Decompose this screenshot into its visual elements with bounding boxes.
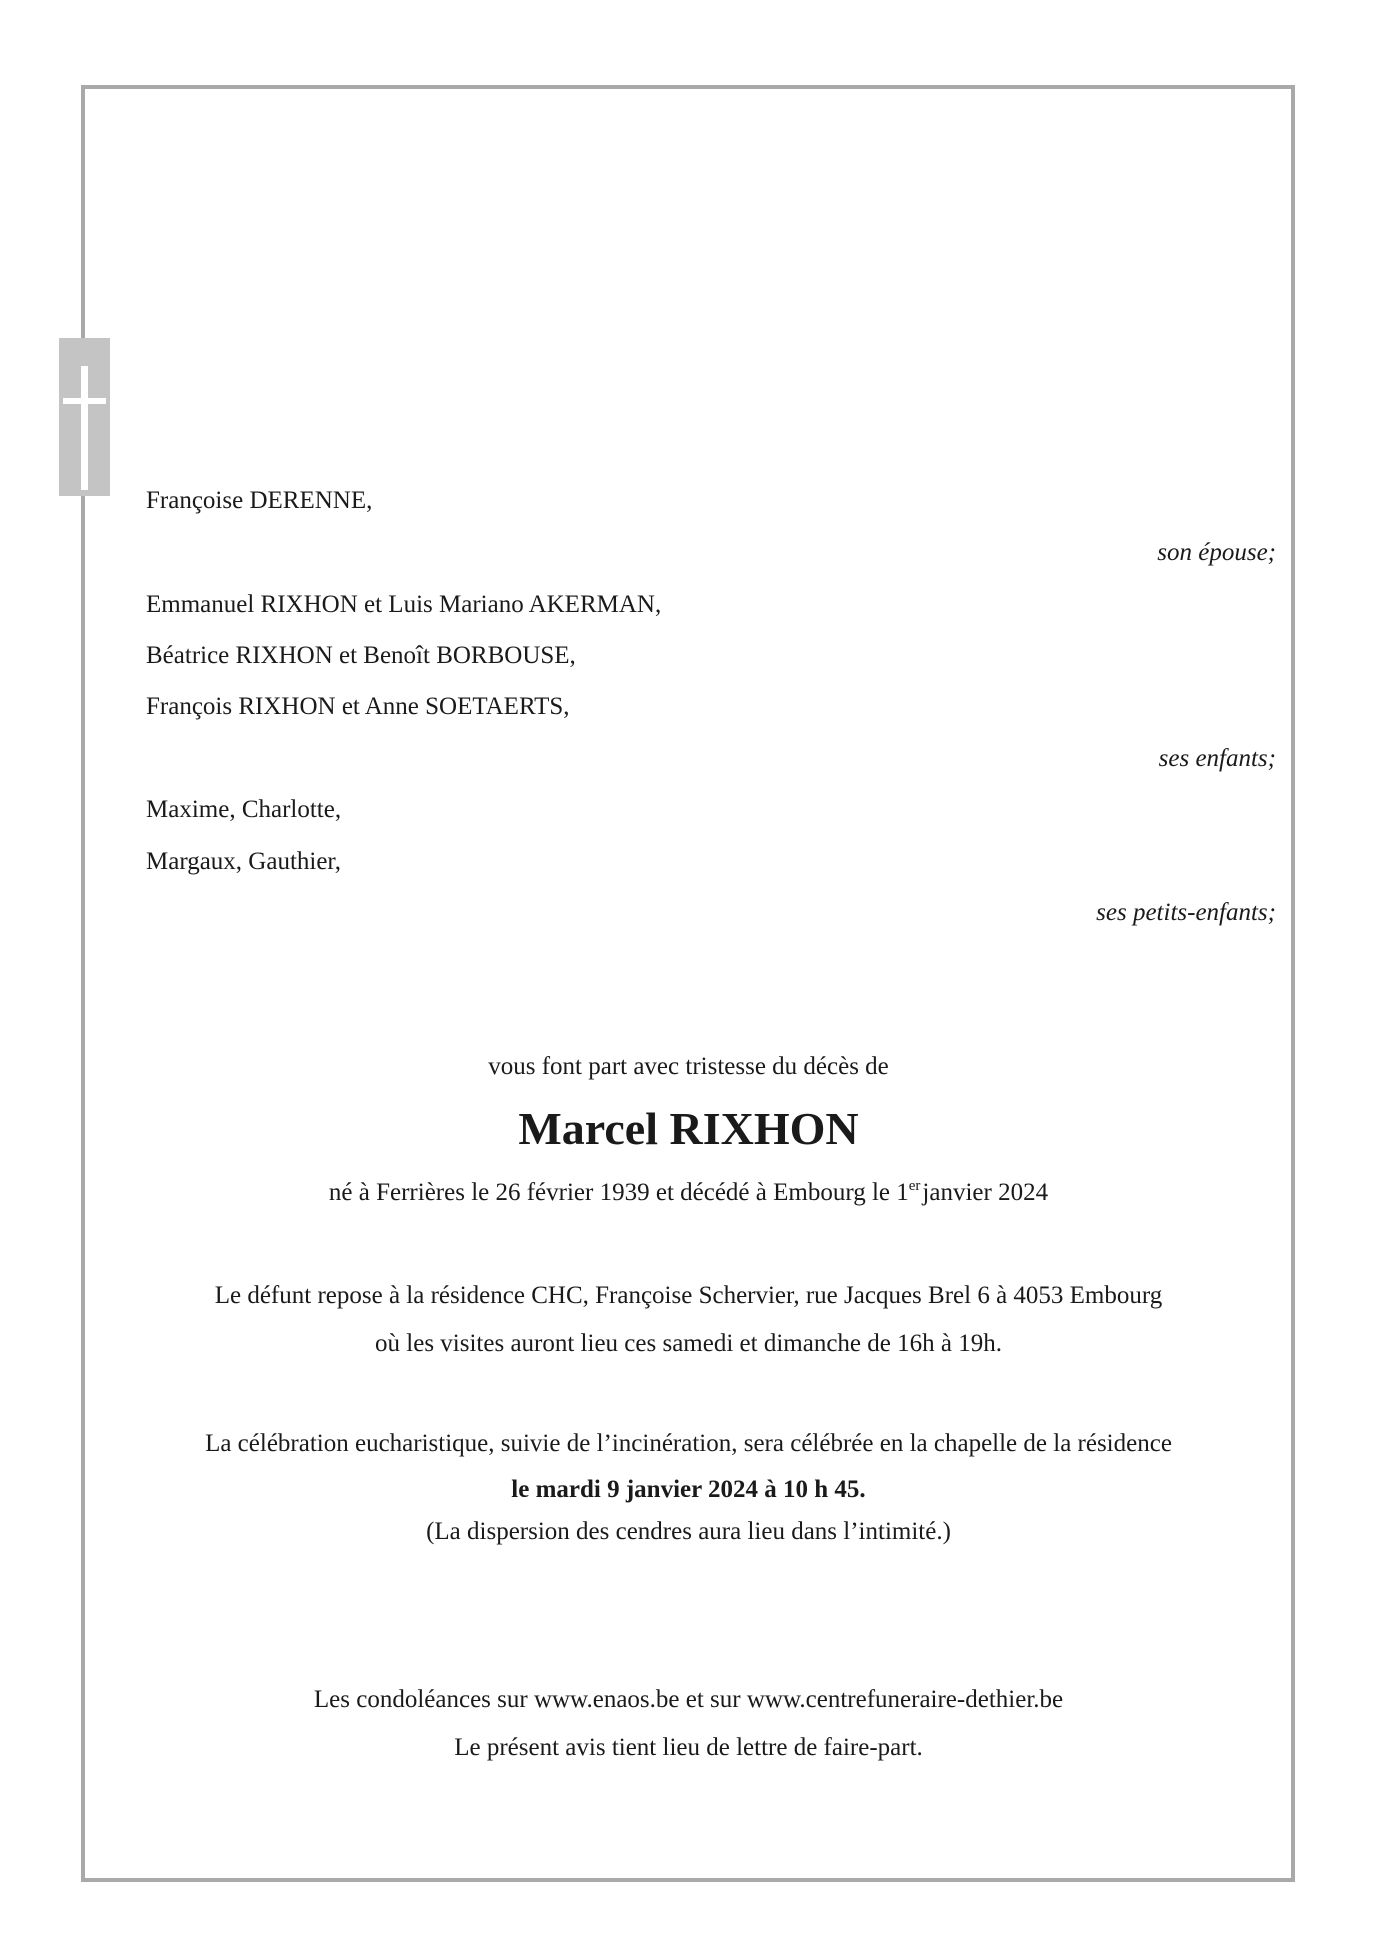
birth-death-line bbox=[0, 1178, 1377, 1208]
grandchildren-line: Margaux, Gauthier, bbox=[146, 848, 342, 875]
spouse-role: son épouse; bbox=[1157, 539, 1276, 566]
condolences-line: Les condoléances sur www.enaos.be et sur www.centrefuneraire-dethier.be bbox=[313, 1686, 1064, 1713]
ceremony-line: La célébration eucharistique, suivie de l’incinération, sera célébrée en la chapelle de la résidence bbox=[205, 1430, 1172, 1457]
page-border-frame bbox=[81, 85, 1295, 1882]
notice-line: Le présent avis tient lieu de lettre de faire-part. bbox=[454, 1734, 923, 1761]
cross-tab bbox=[59, 338, 110, 496]
announcement-intro: vous font part avec tristesse du décès de bbox=[488, 1053, 889, 1080]
visitation-line: Le défunt repose à la résidence CHC, Françoise Schervier, rue Jacques Brel 6 à 4053 Embourg bbox=[214, 1282, 1163, 1309]
grandchildren-line: Maxime, Charlotte, bbox=[146, 796, 342, 823]
spouse-name: Françoise DERENNE, bbox=[146, 487, 373, 514]
cross-icon bbox=[59, 338, 110, 496]
ceremony-note: (La dispersion des cendres aura lieu dans l’intimité.) bbox=[426, 1518, 951, 1545]
visitation-hours: où les visites auront lieu ces samedi et dimanche de 16h à 19h. bbox=[375, 1330, 1002, 1357]
birth-death-text: né à Ferrières le 26 février 1939 et décédé à Embourg le 1 bbox=[328, 1179, 909, 1206]
child-line: Emmanuel RIXHON et Luis Mariano AKERMAN, bbox=[146, 591, 662, 618]
birth-death-text-end: janvier 2024 bbox=[922, 1179, 1049, 1206]
deceased-name: Marcel RIXHON bbox=[518, 1103, 859, 1154]
grandchildren-role: ses petits-enfants; bbox=[1096, 899, 1276, 926]
ceremony-date: le mardi 9 janvier 2024 à 10 h 45. bbox=[511, 1476, 866, 1503]
ordinal-suffix: er bbox=[908, 1178, 921, 1194]
child-line: François RIXHON et Anne SOETAERTS, bbox=[146, 693, 570, 720]
children-role: ses enfants; bbox=[1158, 745, 1276, 772]
child-line: Béatrice RIXHON et Benoît BORBOUSE, bbox=[146, 642, 576, 669]
